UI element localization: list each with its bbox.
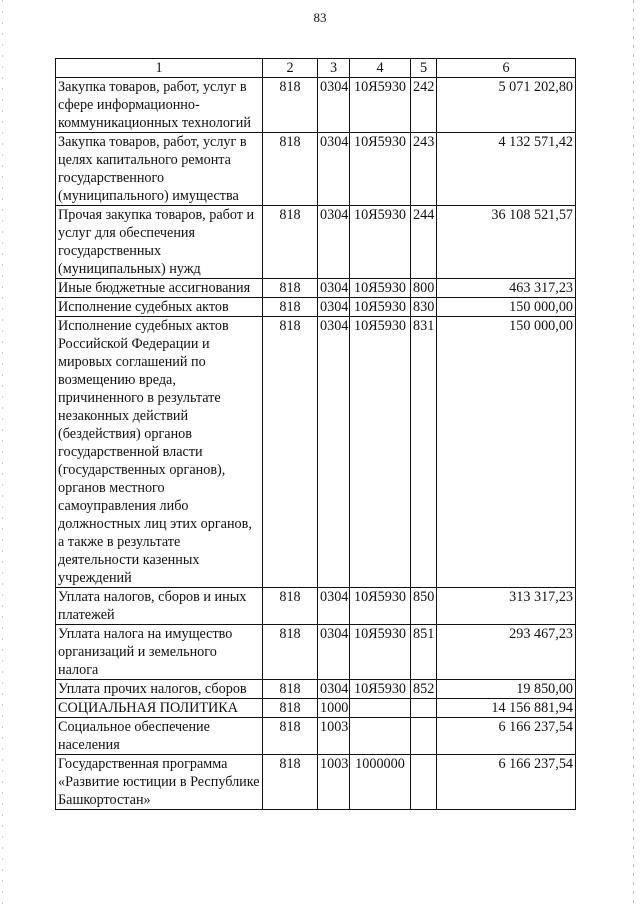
row-rz: 0304 (318, 133, 350, 206)
row-amount: 150 000,00 (437, 298, 576, 317)
row-rz: 0304 (318, 680, 350, 699)
row-ved: 818 (263, 625, 318, 680)
row-ved: 818 (263, 317, 318, 588)
row-name: Уплата налога на имущество организаций и земельного налога (56, 625, 263, 680)
row-name: СОЦИАЛЬНАЯ ПОЛИТИКА (56, 699, 263, 718)
row-ved: 818 (263, 755, 318, 810)
header-col-3: 3 (318, 59, 350, 78)
row-rz: 0304 (318, 78, 350, 133)
row-rz: 0304 (318, 298, 350, 317)
header-col-2: 2 (263, 59, 318, 78)
table-row (56, 133, 576, 206)
header-col-4: 4 (350, 59, 411, 78)
row-amount: 293 467,23 (437, 625, 576, 680)
table-row (56, 206, 576, 279)
row-ved: 818 (263, 699, 318, 718)
row-rz: 1003 (318, 755, 350, 810)
row-amount: 150 000,00 (437, 317, 576, 588)
row-amount: 19 850,00 (437, 680, 576, 699)
row-rz: 0304 (318, 625, 350, 680)
row-vr: 830 (411, 298, 437, 317)
table-row (56, 699, 576, 718)
row-cs: 10Я5930 (350, 680, 411, 699)
row-name: Государственная программа «Развитие юстиции в Республике Башкортостан» (56, 755, 263, 810)
row-name: Закупка товаров, работ, услуг в сфере информационно-коммуникационных технологий (56, 78, 263, 133)
row-cs: 10Я5930 (350, 133, 411, 206)
row-rz: 1003 (318, 718, 350, 755)
row-ved: 818 (263, 718, 318, 755)
row-ved: 818 (263, 206, 318, 279)
row-vr: 850 (411, 588, 437, 625)
row-ved: 818 (263, 279, 318, 298)
row-amount: 313 317,23 (437, 588, 576, 625)
row-cs: 10Я5930 (350, 298, 411, 317)
row-name: Закупка товаров, работ, услуг в целях капитального ремонта государственного (муниципального) имущества (56, 133, 263, 206)
row-amount: 14 156 881,94 (437, 699, 576, 718)
table-row (56, 279, 576, 298)
row-rz: 0304 (318, 317, 350, 588)
row-amount: 5 071 202,80 (437, 78, 576, 133)
row-name: Иные бюджетные ассигнования (56, 279, 263, 298)
row-amount: 463 317,23 (437, 279, 576, 298)
row-cs: 10Я5930 (350, 279, 411, 298)
budget-table (55, 58, 576, 810)
table-row (56, 588, 576, 625)
row-name: Уплата прочих налогов, сборов (56, 680, 263, 699)
row-vr (411, 699, 437, 718)
row-vr (411, 755, 437, 810)
table-row (56, 680, 576, 699)
row-rz: 0304 (318, 206, 350, 279)
row-cs: 10Я5930 (350, 317, 411, 588)
row-vr: 852 (411, 680, 437, 699)
row-ved: 818 (263, 78, 318, 133)
row-cs: 10Я5930 (350, 588, 411, 625)
row-ved: 818 (263, 588, 318, 625)
row-vr: 242 (411, 78, 437, 133)
table-row (56, 78, 576, 133)
scan-edge-left (2, 0, 3, 905)
row-name: Уплата налогов, сборов и иных платежей (56, 588, 263, 625)
row-cs (350, 699, 411, 718)
row-cs (350, 718, 411, 755)
header-col-6: 6 (437, 59, 576, 78)
row-vr (411, 718, 437, 755)
table-row (56, 298, 576, 317)
row-name: Исполнение судебных актов Российской Федерации и мировых соглашений по возмещению вреда, причиненного в результате незаконных действий (бездействия) органов государственной власти (государственных органов), органов местного самоуправления либо должностных лиц этих органов, а также в результате деятельности казенных учреждений (56, 317, 263, 588)
table-row (56, 755, 576, 810)
row-amount: 4 132 571,42 (437, 133, 576, 206)
header-col-5: 5 (411, 59, 437, 78)
header-col-1: 1 (56, 59, 263, 78)
row-vr: 851 (411, 625, 437, 680)
table-row (56, 625, 576, 680)
row-amount: 6 166 237,54 (437, 718, 576, 755)
row-vr: 831 (411, 317, 437, 588)
row-cs: 10Я5930 (350, 625, 411, 680)
row-cs: 10Я5930 (350, 206, 411, 279)
page-number: 83 (313, 10, 327, 25)
row-name: Исполнение судебных актов (56, 298, 263, 317)
table-row (56, 718, 576, 755)
row-name: Прочая закупка товаров, работ и услуг для обеспечения государственных (муниципальных) нужд (56, 206, 263, 279)
row-ved: 818 (263, 298, 318, 317)
row-vr: 243 (411, 133, 437, 206)
row-cs: 1000000 (350, 755, 411, 810)
row-rz: 0304 (318, 588, 350, 625)
row-cs: 10Я5930 (350, 78, 411, 133)
row-rz: 0304 (318, 279, 350, 298)
row-vr: 244 (411, 206, 437, 279)
table-row (56, 317, 576, 588)
row-name: Социальное обеспечение населения (56, 718, 263, 755)
row-amount: 6 166 237,54 (437, 755, 576, 810)
row-amount: 36 108 521,57 (437, 206, 576, 279)
row-rz: 1000 (318, 699, 350, 718)
scan-edge-right (633, 0, 634, 905)
header-row (56, 59, 576, 78)
row-ved: 818 (263, 680, 318, 699)
row-ved: 818 (263, 133, 318, 206)
row-vr: 800 (411, 279, 437, 298)
